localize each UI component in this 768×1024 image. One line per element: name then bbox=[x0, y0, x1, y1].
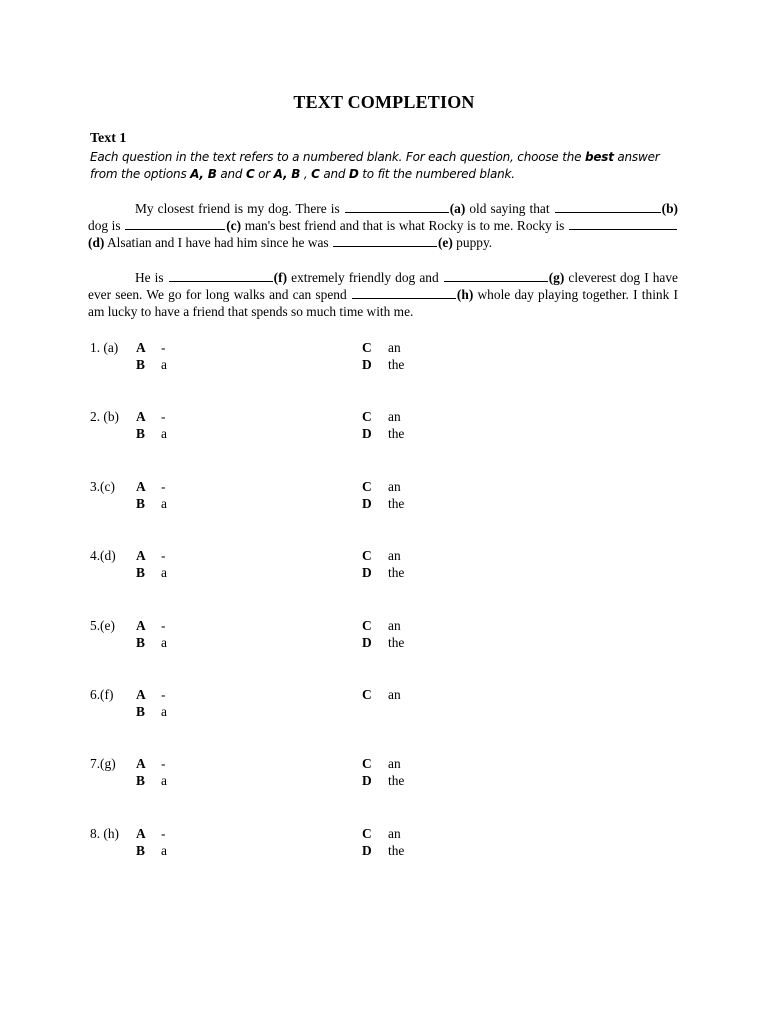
option-letter-d: D bbox=[362, 773, 372, 788]
passage-text: He is bbox=[135, 270, 168, 285]
passage-text: extremely friendly dog and bbox=[287, 270, 443, 285]
option-text-d: the bbox=[388, 496, 405, 511]
passage-text: dog is bbox=[88, 218, 125, 234]
instructions-text: and bbox=[216, 167, 246, 181]
option-text-a: - bbox=[161, 687, 166, 702]
instructions-text: to fit the numbered blank. bbox=[358, 167, 515, 181]
blank-label-a: (a) bbox=[449, 201, 466, 216]
option-letter-a: A bbox=[136, 826, 146, 841]
option-letter-b: B bbox=[136, 426, 145, 441]
blank-f bbox=[169, 270, 273, 282]
instructions-emphasis: D bbox=[348, 167, 359, 181]
option-letter-a: A bbox=[136, 340, 146, 355]
option-text-a: - bbox=[161, 409, 166, 424]
option-text-c: an bbox=[388, 479, 401, 494]
option-letter-b: B bbox=[136, 843, 145, 858]
option-letter-b: B bbox=[136, 565, 145, 580]
option-letter-c: C bbox=[362, 340, 372, 355]
option-letter-d: D bbox=[362, 565, 372, 580]
option-text-a: - bbox=[161, 756, 166, 771]
question-item bbox=[90, 548, 650, 584]
option-text-c: an bbox=[388, 340, 401, 355]
instructions-emphasis: C bbox=[311, 167, 320, 181]
question-item bbox=[90, 340, 650, 376]
option-text-c: an bbox=[388, 826, 401, 841]
blank-b bbox=[555, 201, 661, 213]
option-text-d: the bbox=[388, 773, 405, 788]
question-number: 5.(e) bbox=[90, 618, 115, 633]
option-text-b: a bbox=[161, 773, 167, 788]
option-text-c: an bbox=[388, 756, 401, 771]
option-letter-a: A bbox=[136, 618, 146, 633]
option-letter-a: A bbox=[136, 548, 146, 563]
option-letter-c: C bbox=[362, 479, 372, 494]
question-number: 4.(d) bbox=[90, 548, 116, 563]
option-text-c: an bbox=[388, 548, 401, 563]
option-text-a: - bbox=[161, 618, 166, 633]
option-text-a: - bbox=[161, 826, 166, 841]
section-label: Text 1 bbox=[90, 131, 127, 146]
option-text-c: an bbox=[388, 409, 401, 424]
option-letter-a: A bbox=[136, 687, 146, 702]
option-text-b: a bbox=[161, 496, 167, 511]
passage-text: whole day playing together. I think I am lucky to have a friend that spends so much time with me. bbox=[88, 287, 678, 320]
blank-label-g: (g) bbox=[548, 270, 565, 285]
instructions bbox=[90, 149, 680, 183]
passage-text: Alsatian and I have had him since he was bbox=[104, 235, 332, 251]
option-letter-d: D bbox=[362, 496, 372, 511]
option-letter-c: C bbox=[362, 618, 372, 633]
blank-label-c: (c) bbox=[226, 218, 242, 234]
option-letter-b: B bbox=[136, 357, 145, 372]
option-text-b: a bbox=[161, 565, 167, 580]
blank-label-e: (e) bbox=[437, 235, 453, 251]
instructions-text: answer from the options bbox=[90, 150, 660, 181]
option-letter-d: D bbox=[362, 426, 372, 441]
blank-e bbox=[333, 235, 437, 247]
question-number: 8. (h) bbox=[90, 826, 120, 841]
blank-label-b: (b) bbox=[661, 201, 679, 216]
blank-c bbox=[125, 218, 225, 230]
option-letter-d: D bbox=[362, 635, 372, 650]
question-item bbox=[90, 479, 650, 515]
option-text-a: - bbox=[161, 340, 166, 355]
option-text-d: the bbox=[388, 565, 405, 580]
option-letter-b: B bbox=[136, 704, 145, 719]
passage-text: puppy. bbox=[452, 235, 493, 251]
blank-d bbox=[569, 218, 677, 230]
passage-text: old saying that bbox=[465, 201, 554, 216]
passage-paragraph-2 bbox=[88, 269, 678, 321]
question-number: 6.(f) bbox=[90, 687, 114, 702]
option-letter-a: A bbox=[136, 756, 146, 771]
passage-text: My closest friend is my dog. There is bbox=[135, 201, 344, 216]
option-letter-b: B bbox=[136, 496, 145, 511]
instructions-text: or bbox=[254, 167, 274, 181]
option-text-d: the bbox=[388, 843, 405, 858]
instructions-emphasis: A, B bbox=[190, 167, 217, 181]
option-text-b: a bbox=[161, 426, 167, 441]
instructions-text: Each question in the text refers to a numbered blank. For each question, choose the bbox=[90, 150, 585, 164]
option-text-c: an bbox=[388, 618, 401, 633]
passage-text: man's best friend and that is what Rocky is to me. Rocky is bbox=[241, 218, 568, 234]
option-text-b: a bbox=[161, 704, 167, 719]
question-item bbox=[90, 687, 650, 723]
option-text-d: the bbox=[388, 426, 405, 441]
option-text-a: - bbox=[161, 548, 166, 563]
option-letter-c: C bbox=[362, 756, 372, 771]
question-number: 1. (a) bbox=[90, 340, 119, 355]
blank-label-f: (f) bbox=[273, 270, 288, 285]
question-number: 7.(g) bbox=[90, 756, 116, 771]
option-letter-c: C bbox=[362, 409, 372, 424]
question-item bbox=[90, 409, 650, 445]
option-letter-b: B bbox=[136, 635, 145, 650]
option-letter-a: A bbox=[136, 409, 146, 424]
question-item bbox=[90, 618, 650, 654]
blank-label-h: (h) bbox=[456, 287, 474, 303]
option-text-b: a bbox=[161, 357, 167, 372]
option-text-c: an bbox=[388, 687, 401, 702]
option-letter-d: D bbox=[362, 357, 372, 372]
blank-label-d: (d) bbox=[88, 235, 105, 251]
blank-a bbox=[345, 201, 449, 213]
blank-g bbox=[444, 270, 548, 282]
page-title: TEXT COMPLETION bbox=[293, 92, 475, 112]
instructions-emphasis: best bbox=[584, 150, 614, 164]
question-number: 3.(c) bbox=[90, 479, 115, 494]
option-letter-c: C bbox=[362, 548, 372, 563]
option-letter-d: D bbox=[362, 843, 372, 858]
option-text-b: a bbox=[161, 843, 167, 858]
passage-text: cleverest dog I have ever seen. We go for long walks and can spend bbox=[88, 270, 678, 303]
instructions-text: and bbox=[319, 167, 349, 181]
option-letter-c: C bbox=[362, 826, 372, 841]
option-text-b: a bbox=[161, 635, 167, 650]
option-text-d: the bbox=[388, 635, 405, 650]
option-text-a: - bbox=[161, 479, 166, 494]
blank-h bbox=[352, 287, 456, 299]
option-letter-c: C bbox=[362, 687, 372, 702]
option-letter-a: A bbox=[136, 479, 146, 494]
question-number: 2. (b) bbox=[90, 409, 120, 424]
question-item bbox=[90, 756, 650, 792]
option-text-d: the bbox=[388, 357, 405, 372]
question-item bbox=[90, 826, 650, 862]
instructions-emphasis: A, B bbox=[273, 167, 301, 181]
passage-paragraph-1 bbox=[88, 200, 678, 252]
option-letter-b: B bbox=[136, 773, 145, 788]
instructions-emphasis: C bbox=[245, 167, 255, 181]
instructions-text: , bbox=[300, 167, 312, 181]
